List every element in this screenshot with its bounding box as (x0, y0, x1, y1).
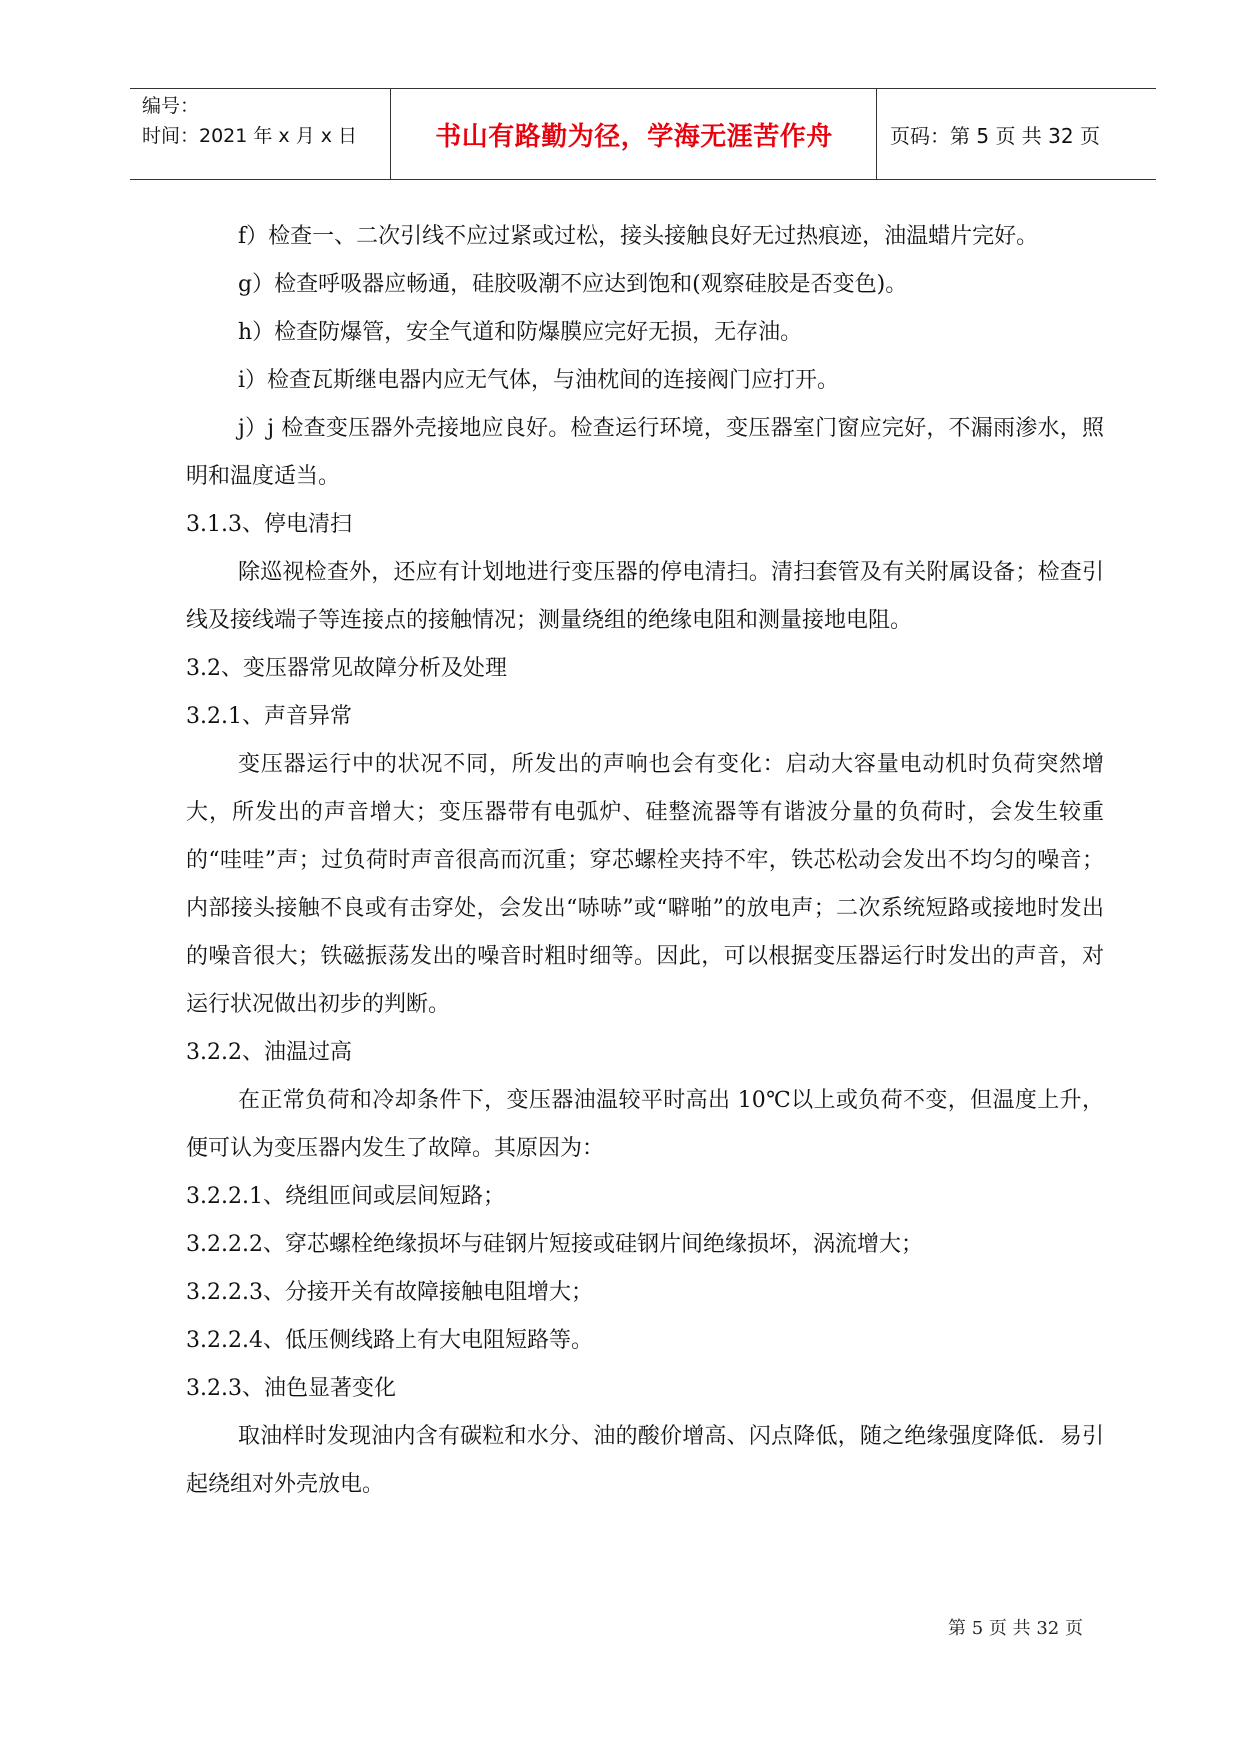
document-body (186, 213, 1104, 1509)
paragraph: f）检查一、二次引线不应过紧或过松，接头接触良好无过热痕迹，油温蜡片完好。 (238, 224, 1039, 249)
header-page-info: 页码：第 5 页 共 32 页 (890, 123, 1100, 148)
list-item: 3.2.2.4、低压侧线路上有大电阻短路等。 (186, 1328, 593, 1353)
header-motto: 书山有路勤为径，学海无涯苦作舟 (435, 121, 833, 152)
page-header (130, 88, 1156, 180)
paragraph: 变压器运行中的状况不同，所发出的声响也会有变化：启动大容量电动机时负荷突然增大，所发出的声音增大；变压器带有电弧炉、硅整流器等有谐波分量的负荷时，会发生较重的“哇哇”声；过负荷时声音很高而沉重；穿芯螺栓夹持不牢，铁芯松动会发出不均匀的噪音；内部接头接触不良或有击穿处，会发出“哧哧”或“噼啪”的放电声；二次系统短路或接地时发出的噪音很大；铁磁振荡发出的噪音时粗时细等。因此，可以根据变压器运行时发出的声音，对运行状况做出初步的判断。 (186, 752, 1104, 1017)
paragraph: 取油样时发现油内含有碳粒和水分、油的酸价增高、闪点降低，随之绝缘强度降低．易引起绕组对外壳放电。 (186, 1424, 1104, 1497)
header-left (142, 91, 357, 151)
list-item: 3.2.2.2、穿芯螺栓绝缘损坏与硅钢片短接或硅钢片间绝缘损坏，涡流增大； (186, 1232, 923, 1257)
list-item: 3.2.2.3、分接开关有故障接触电阻增大； (186, 1280, 593, 1305)
page-footer-number: 第 5 页 共 32 页 (948, 1618, 1083, 1639)
paragraph: 除巡视检查外，还应有计划地进行变压器的停电清扫。清扫套管及有关附属设备；检查引线及接线端子等连接点的接触情况；测量绕组的绝缘电阻和测量接地电阻。 (186, 560, 1104, 633)
section-heading: 3.2、变压器常见故障分析及处理 (186, 656, 507, 681)
section-heading: 3.2.3、油色显著变化 (186, 1376, 396, 1401)
document-date: 时间：2021 年 x 月 x 日 (142, 125, 358, 147)
header-divider (876, 89, 877, 179)
section-heading: 3.1.3、停电清扫 (186, 512, 352, 537)
paragraph: g）检查呼吸器应畅通，硅胶吸潮不应达到饱和(观察硅胶是否变色)。 (238, 272, 908, 297)
document-number-label: 编号： (142, 95, 200, 117)
header-divider (390, 89, 391, 179)
section-heading: 3.2.2、油温过高 (186, 1040, 352, 1065)
list-item: 3.2.2.1、绕组匝间或层间短路； (186, 1184, 505, 1209)
section-heading: 3.2.1、声音异常 (186, 704, 352, 729)
paragraph: j）j 检查变压器外壳接地应良好。检查运行环境，变压器室门窗应完好，不漏雨渗水，照明和温度适当。 (186, 416, 1104, 489)
paragraph: 在正常负荷和冷却条件下，变压器油温较平时高出 10℃以上或负荷不变，但温度上升，便可认为变压器内发生了故障。其原因为： (186, 1088, 1104, 1161)
paragraph: i）检查瓦斯继电器内应无气体，与油枕间的连接阀门应打开。 (238, 368, 840, 393)
paragraph: h）检查防爆管，安全气道和防爆膜应完好无损，无存油。 (238, 320, 803, 345)
